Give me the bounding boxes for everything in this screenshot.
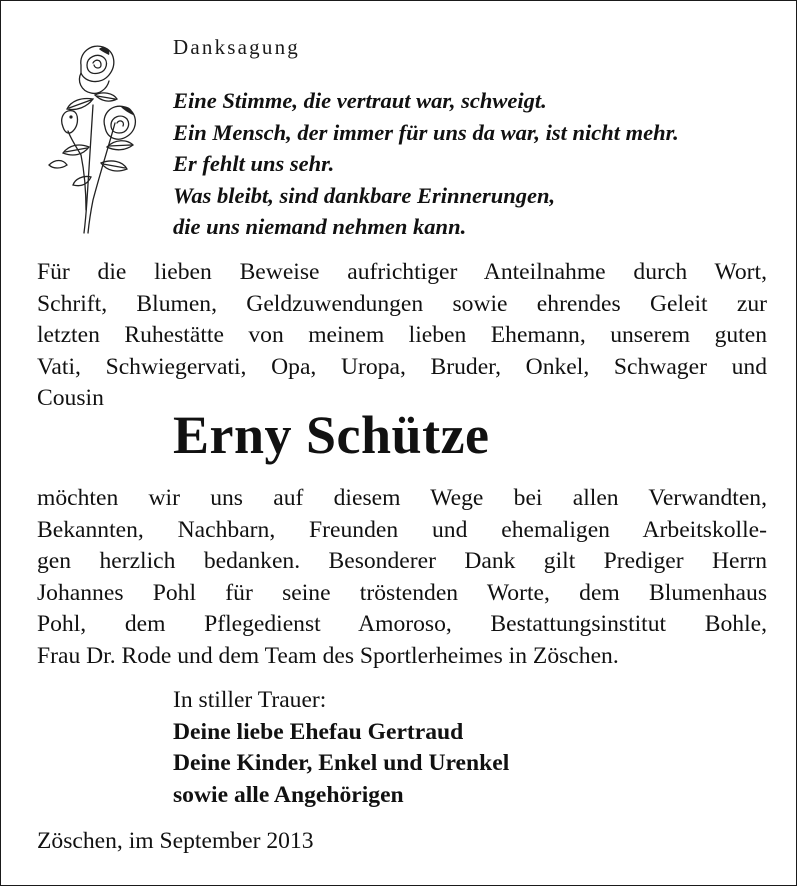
intro-line: Für die lieben Beweise aufrichtiger Anteilnahme durch Wort, [37,259,767,285]
thanks-paragraph [37,483,767,673]
intro-line: Schrift, Blumen, Geldzuwendungen sowie ehrendes Geleit zur [37,290,767,317]
mourning-label: In stiller Trauer: [173,687,327,713]
mourner-line: Deine liebe Ehefau Gertraud [173,718,464,745]
poem-line: Er fehlt uns sehr. [173,151,335,176]
thanks-line: Pohl, dem Pflegedienst Amoroso, Bestattungsinstitut Bohle, [37,611,767,638]
poem-line: Eine Stimme, die vertraut war, schweigt. [173,88,547,113]
heading-danksagung: Danksagung [173,35,300,59]
thanks-line: Bekannten, Nachbarn, Freunden und ehemaligen Arbeitskolle- [37,516,767,543]
poem [173,85,679,243]
rose-illustration-icon [41,35,145,235]
intro-paragraph [37,257,767,415]
mourner-line: sowie alle Angehörigen [173,781,404,808]
mourners-block [173,685,509,811]
poem-line: Was bleibt, sind dankbare Erinnerungen, [173,182,556,208]
deceased-name: Erny Schütze [173,405,490,465]
thanks-line: möchten wir uns auf diesem Wege bei allen Verwandten, [37,485,767,511]
place-date: Zöschen, im September 2013 [37,828,314,854]
intro-line: Vati, Schwiegervati, Opa, Uropa, Bruder, Onkel, Schwager und [37,353,767,380]
thanks-line: Frau Dr. Rode und dem Team des Sportlerheimes in Zöschen. [37,642,619,669]
mourner-line: Deine Kinder, Enkel und Urenkel [173,750,510,776]
thanks-line: gen herzlich bedanken. Besonderer Dank gilt Prediger Herrn [37,548,767,575]
thanks-line: Johannes Pohl für seine tröstenden Worte, dem Blumenhaus [37,579,767,606]
intro-line: Cousin [37,385,104,412]
poem-line: die uns niemand nehmen kann. [173,214,467,239]
intro-line: letzten Ruhestätte von meinem lieben Ehemann, unserem guten [37,322,767,349]
poem-line: Ein Mensch, der immer für uns da war, ist nicht mehr. [173,119,679,145]
